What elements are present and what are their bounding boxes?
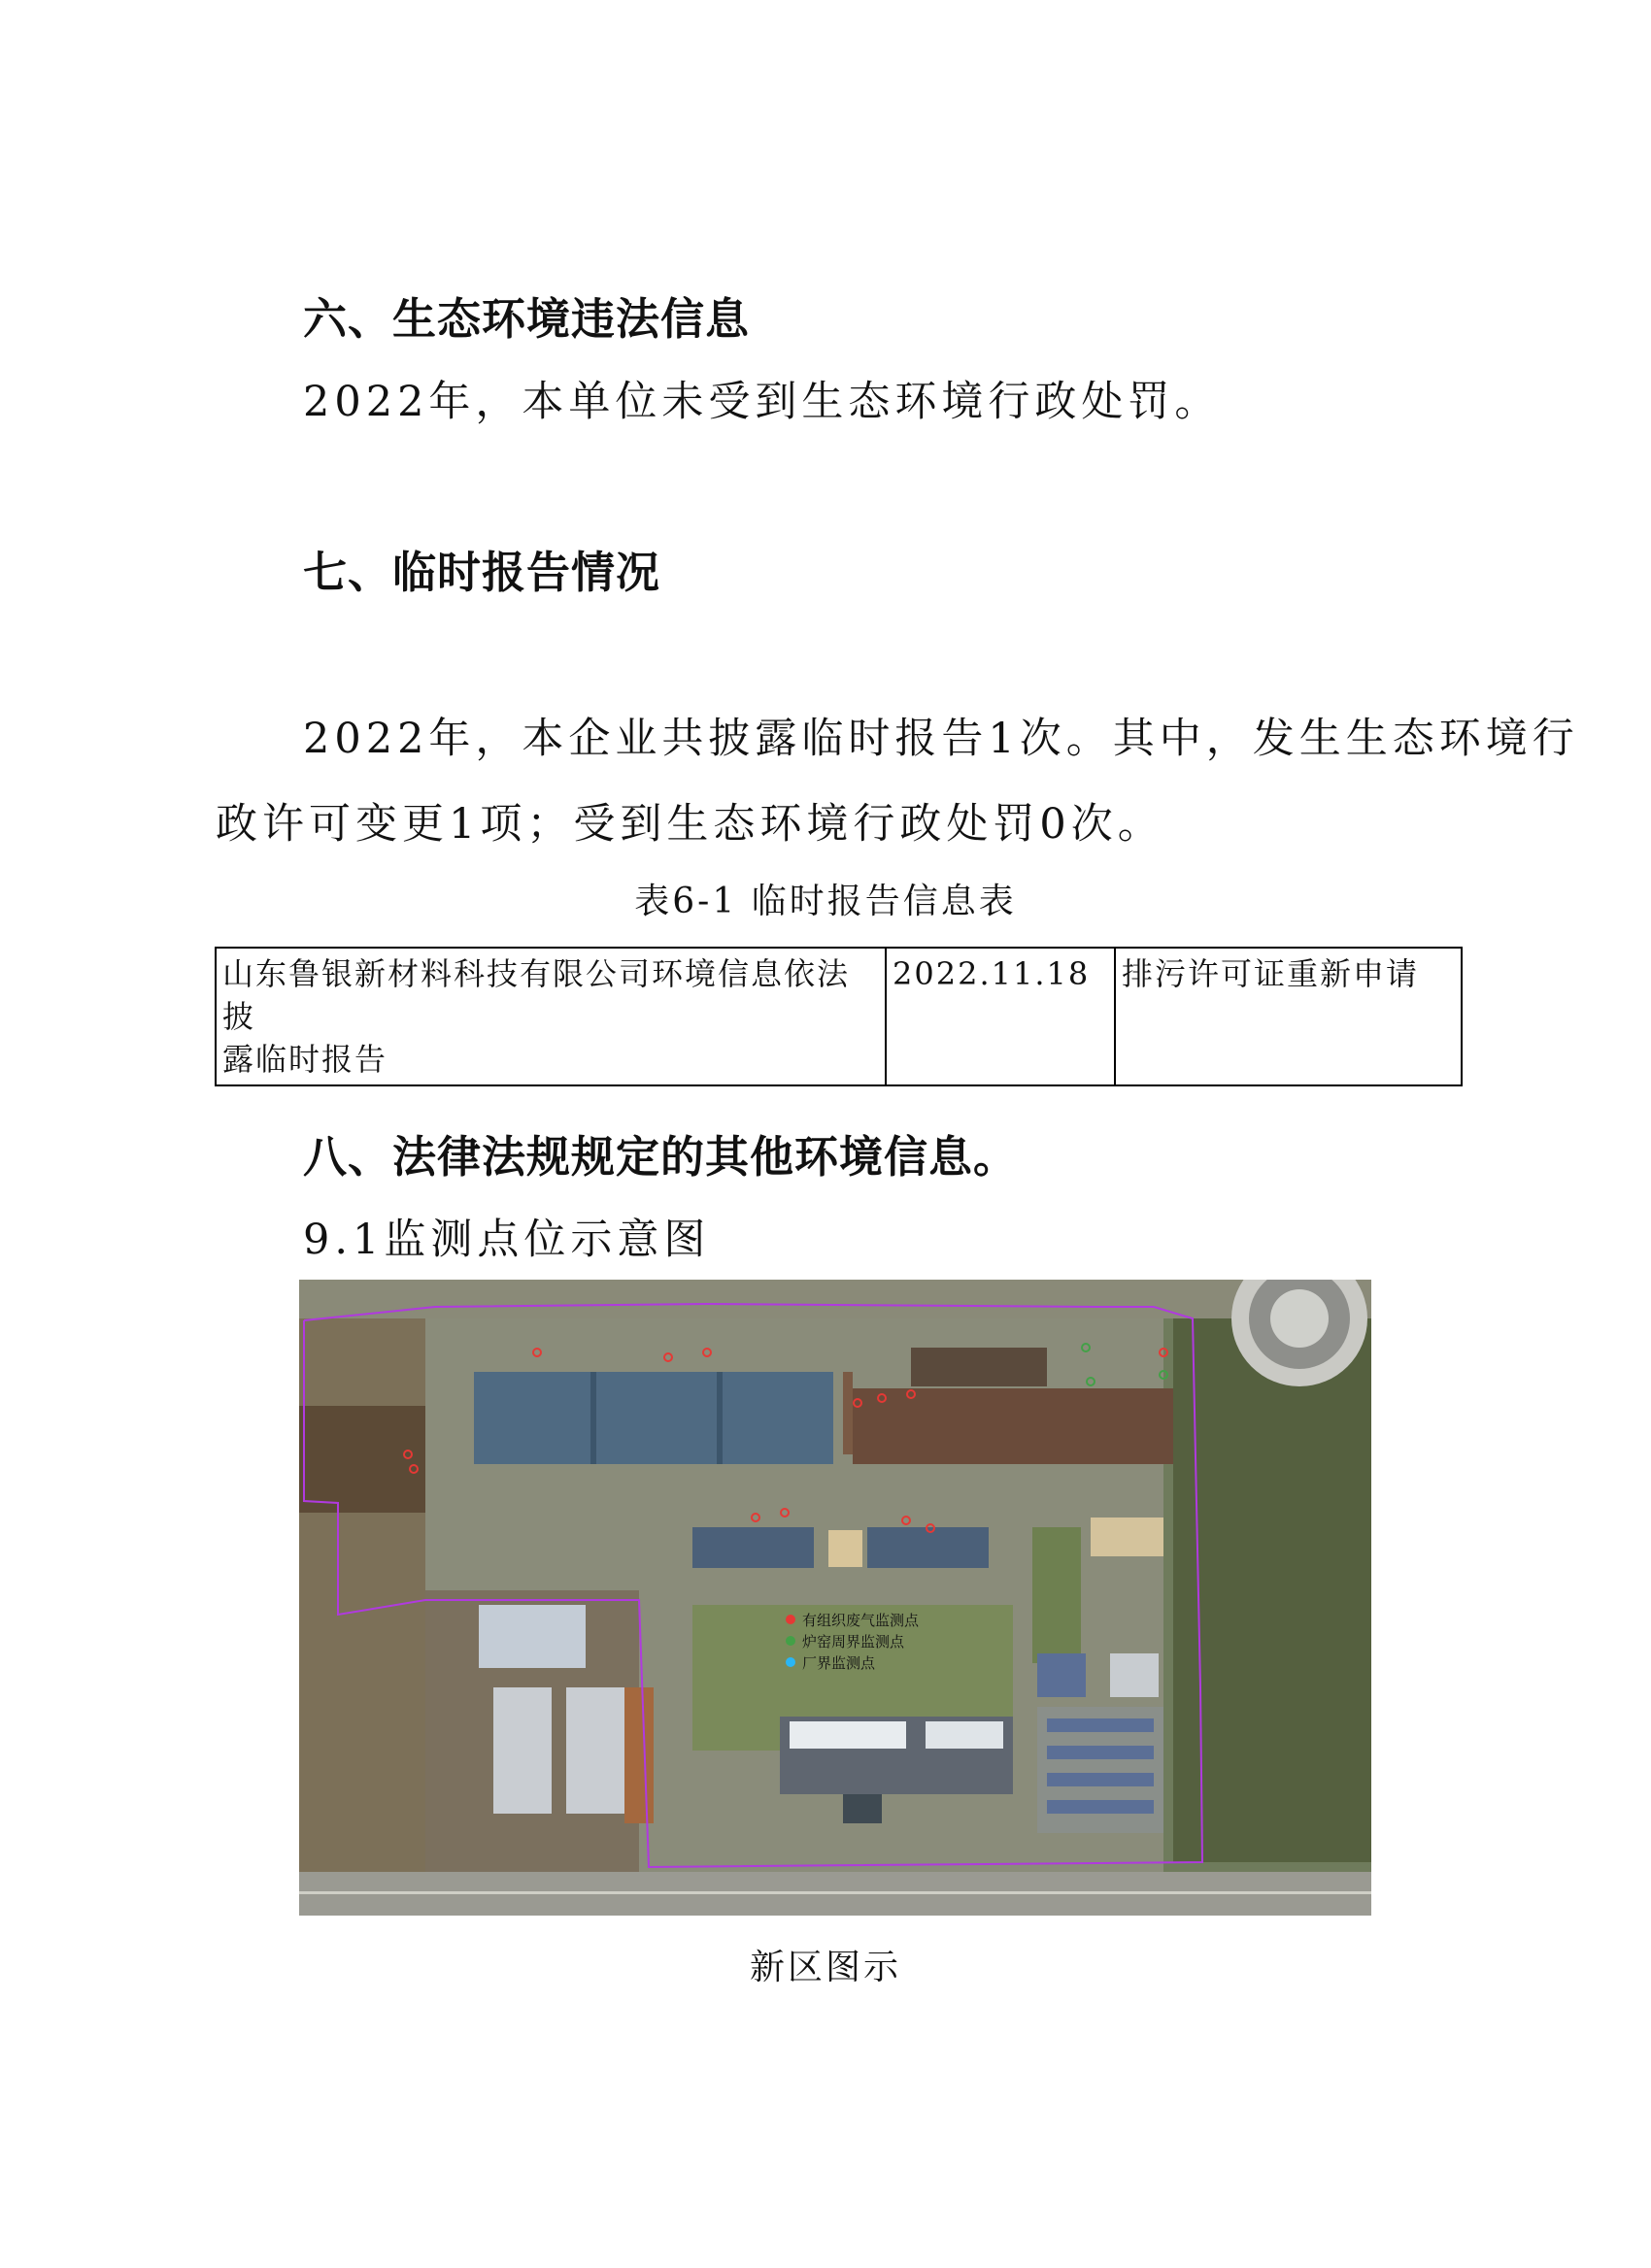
report-title-cell [216, 948, 886, 1085]
legend-label-boundary: 厂界监测点 [802, 1654, 876, 1672]
temporary-report-table [215, 947, 1463, 1086]
section6-heading: 六、生态环境违法信息 [303, 293, 751, 345]
legend-label-kiln-perimeter: 炉窑周界监测点 [802, 1633, 905, 1651]
figure-caption: 新区图示 [749, 1948, 901, 1987]
report-title-line1: 山东鲁银新材料科技有限公司环境信息依法披 [222, 955, 851, 1035]
table-row [216, 948, 1462, 1085]
section8-heading: 八、法律法规规定的其他环境信息。 [303, 1131, 1019, 1183]
monitoring-site-map [299, 1280, 1371, 1916]
report-date-cell: 2022.11.18 [886, 948, 1115, 1085]
table-caption: 表6-1 临时报告信息表 [634, 882, 1017, 921]
section7-body-line1: 2022年，本企业共披露临时报告1次。其中，发生生态环境行 [303, 715, 1579, 763]
section7-body-line2: 政许可变更1项；受到生态环境行政处罚0次。 [216, 800, 1164, 849]
section7-heading: 七、临时报告情况 [303, 547, 661, 598]
satellite-image [299, 1280, 1371, 1916]
report-reason-cell: 排污许可证重新申请 [1115, 948, 1462, 1085]
section8-subheading: 9.1监测点位示意图 [303, 1216, 711, 1264]
report-title-line2: 露临时报告 [222, 1041, 388, 1078]
section6-body: 2022年，本单位未受到生态环境行政处罚。 [303, 378, 1222, 426]
legend-label-organized-exhaust: 有组织废气监测点 [802, 1612, 920, 1629]
